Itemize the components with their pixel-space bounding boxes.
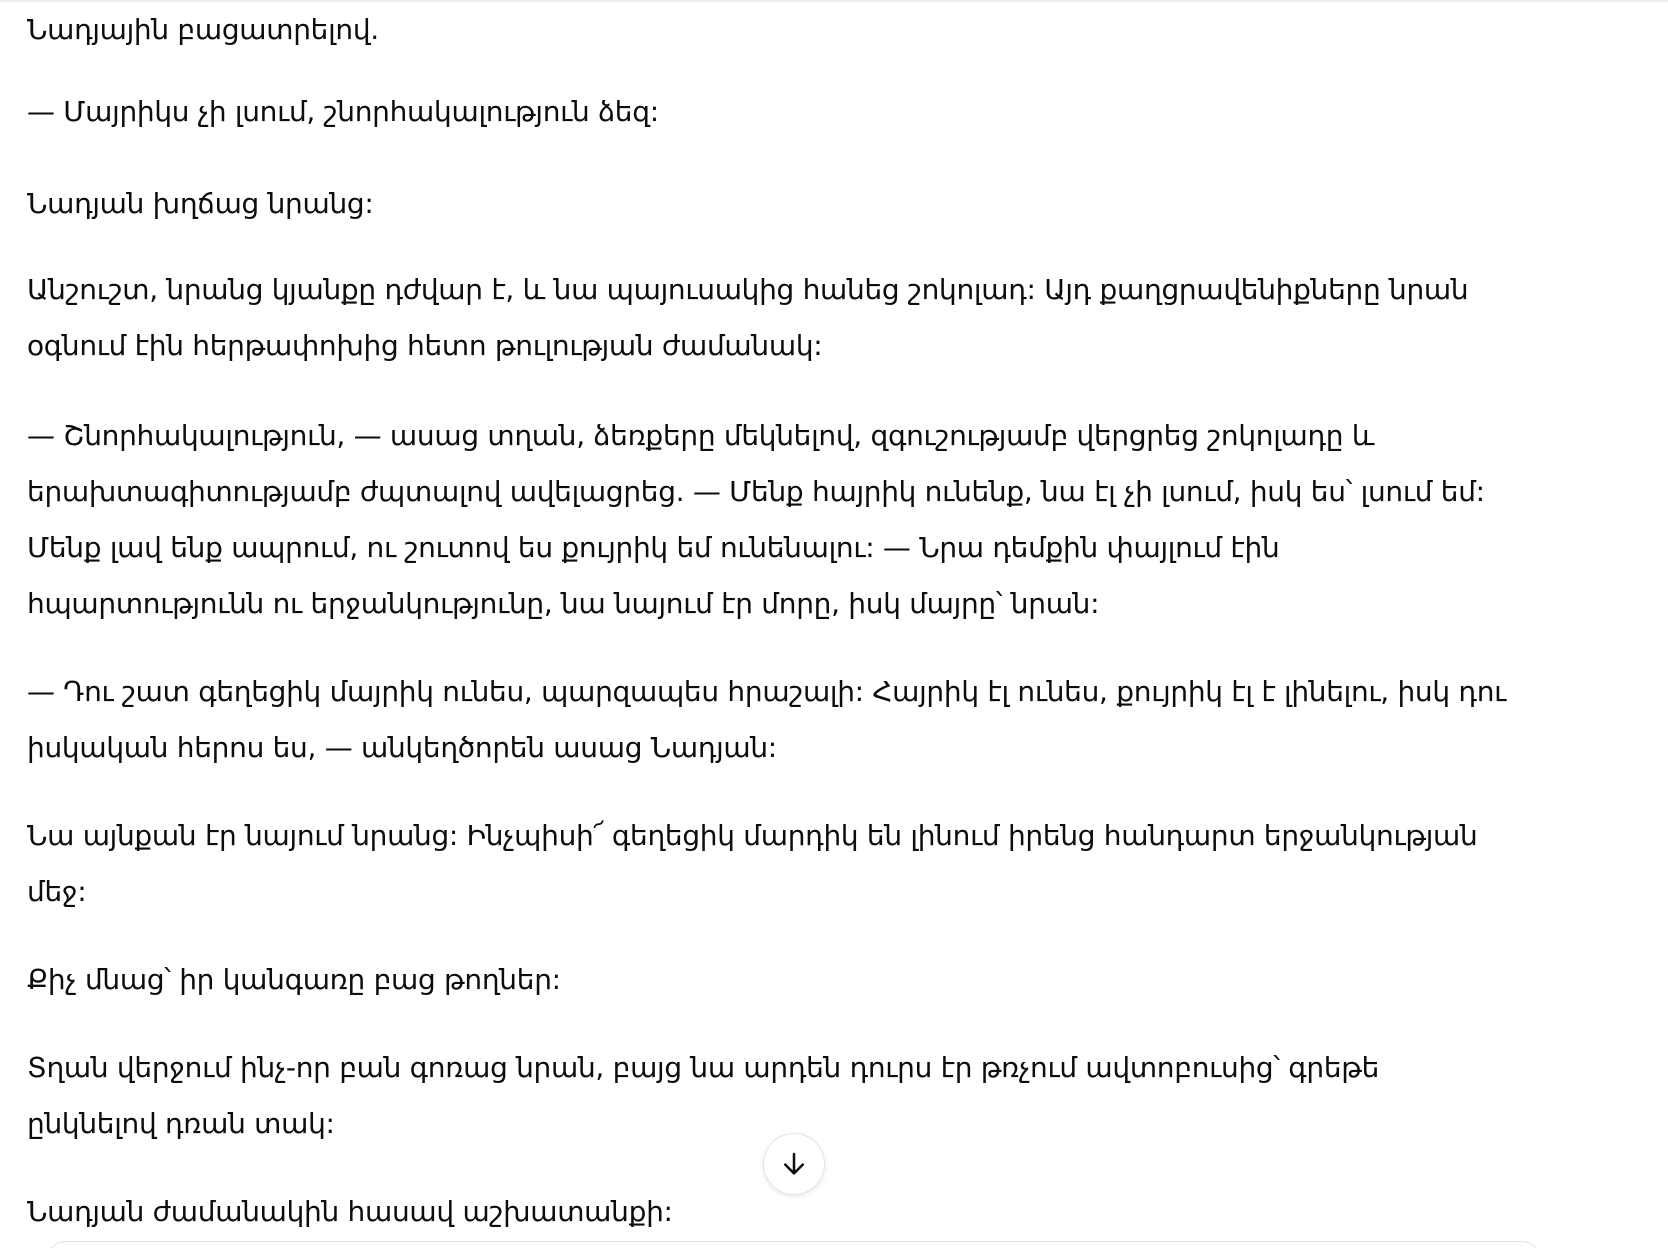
message-line: մեջ:: [27, 875, 87, 908]
message-line: — Դու շատ գեղեցիկ մայրիկ ունես, պարզապես հրաշալի: Հայրիկ էլ ունես, քույրիկ էլ է լինելու, իսկ դու: [27, 675, 1507, 708]
message-line: Նադյան խղճաց նրանց:: [27, 187, 374, 220]
message-line: — Շնորհակալություն, — ասաց տղան, ձեռքերը մեկնելով, զգուշությամբ վերցրեց շոկոլադը և: [27, 419, 1375, 452]
message-line: Նադյան ժամանակին հասավ աշխատանքի:: [27, 1195, 673, 1228]
message-line: ընկնելով դռան տակ:: [27, 1107, 335, 1140]
message-line: իսկական հերոս ես, — անկեղծորեն ասաց Նադյան:: [27, 731, 777, 764]
message-line: Քիչ մնաց՝ իր կանգառը բաց թողներ:: [27, 963, 561, 996]
message-line: օգնում էին հերթափոխից հետո թուլության ժամանակ:: [27, 329, 823, 362]
message-line: հպարտությունն ու երջանկությունը, նա նայում էր մորը, իսկ մայրը՝ նրան:: [27, 587, 1100, 620]
message-line: Մենք լավ ենք ապրում, ու շուտով ես քույրիկ եմ ունենալու: — Նրա դեմքին փայլում էին: [27, 531, 1280, 564]
message-line: երախտագիտությամբ ժպտալով ավելացրեց. — Մենք հայրիկ ունենք, նա էլ չի լսում, իսկ ես՝ լսում եմ:: [27, 475, 1485, 508]
message-line: Նադյային բացատրելով.: [27, 13, 379, 46]
message-line: Տղան վերջում ինչ-որ բան գոռաց նրան, բայց նա արդեն դուրս էր թռչում ավտոբուսից՝ գրեթե: [27, 1051, 1380, 1084]
message-line: Նա այնքան էր նայում նրանց: Ինչպիսի՜ գեղեցիկ մարդիկ են լինում իրենց հանդարտ երջանկության: [27, 819, 1478, 852]
scroll-to-bottom-button[interactable]: [763, 1133, 825, 1195]
arrow-down-icon: [779, 1149, 809, 1179]
message-line: — Մայրիկս չի լսում, շնորհակալություն ձեզ:: [27, 95, 659, 128]
message-composer[interactable]: [46, 1241, 1542, 1248]
message-line: Անշուշտ, նրանց կյանքը դժվար է, և նա պայուսակից հանեց շոկոլադ: Այդ քաղցրավենիքները նրան: [27, 273, 1469, 306]
